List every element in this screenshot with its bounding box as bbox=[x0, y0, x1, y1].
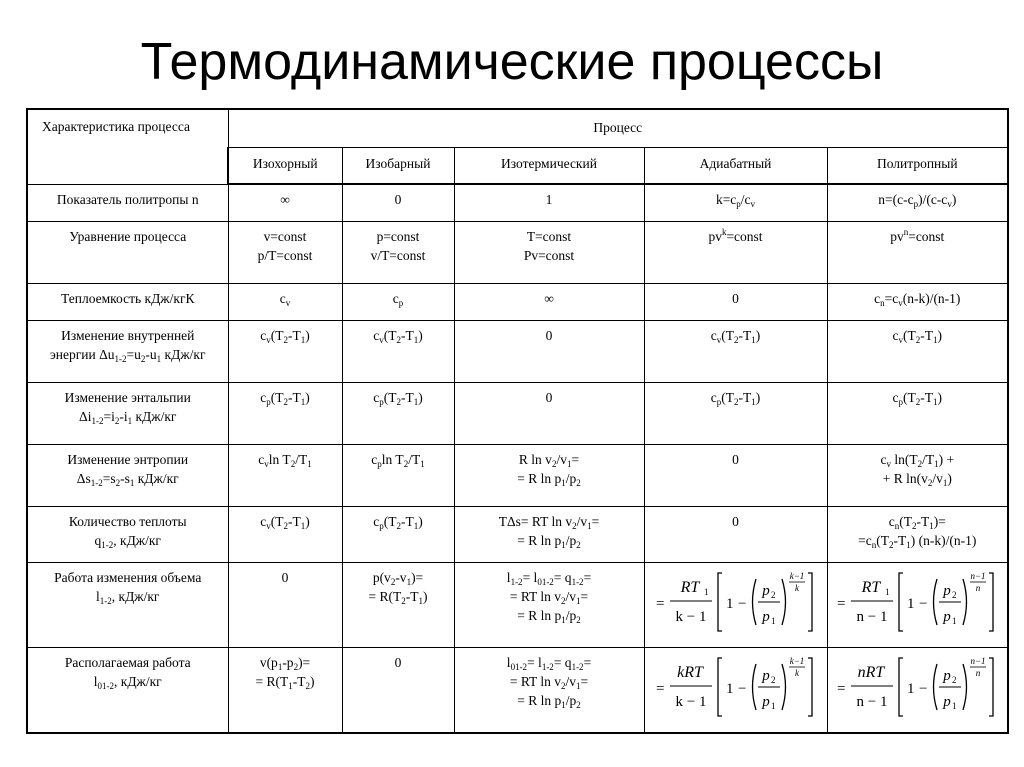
formula-subscript: 2 bbox=[952, 675, 957, 686]
formula-text: p bbox=[943, 609, 952, 625]
formula-text: RT bbox=[680, 579, 699, 596]
formula-cell bbox=[644, 562, 827, 647]
table-cell bbox=[342, 444, 454, 506]
formula-text: RT bbox=[861, 579, 881, 596]
table-cell bbox=[454, 506, 644, 562]
table-row bbox=[27, 320, 1008, 382]
column-header: Изобарный bbox=[342, 147, 454, 184]
table-cell bbox=[342, 382, 454, 444]
table-cell bbox=[827, 221, 1008, 283]
cell-line: v=const bbox=[263, 228, 307, 244]
formula-text: = bbox=[655, 596, 664, 612]
cell-line: Теплоемкость кДж/кгК bbox=[61, 290, 195, 306]
table-cell bbox=[228, 184, 342, 221]
table-row bbox=[27, 283, 1008, 320]
cell-line: Располагаемая работа bbox=[64, 654, 191, 670]
table-cell bbox=[454, 221, 644, 283]
formula-text: 1 bbox=[725, 681, 733, 698]
formula-text: p bbox=[761, 609, 770, 625]
row-label bbox=[27, 283, 228, 320]
cell-line: энергии $\Delta u_{1-2}=u_2-u_1$ кДж/кг bbox=[49, 346, 206, 364]
row-label bbox=[27, 444, 228, 506]
table-cell bbox=[454, 647, 644, 733]
table-row bbox=[27, 184, 1008, 221]
cell-line: ∞ bbox=[280, 192, 290, 207]
formula-cell bbox=[827, 562, 1008, 647]
cell-line: $c_p(T_2-T_1)$ bbox=[373, 513, 423, 531]
cell-line: $l_{1-2}= l_{01-2}= q_{1-2}=$ bbox=[506, 569, 592, 587]
corner-header: Характеристика процесса bbox=[27, 109, 228, 184]
table-cell bbox=[827, 320, 1008, 382]
cell-line: = R $\ln p_1/p_2$ bbox=[517, 532, 581, 550]
cell-line: $c_n(T_2-T_1)=$ bbox=[888, 513, 946, 531]
left-bracket bbox=[718, 573, 722, 631]
left-paren bbox=[752, 579, 756, 625]
formula-text: − bbox=[737, 681, 746, 698]
formula-text: = bbox=[837, 596, 846, 612]
cell-line: $n=(c-c_p)/(c-c_v)$ bbox=[878, 192, 957, 209]
formula-text: p bbox=[761, 694, 770, 711]
right-paren bbox=[782, 579, 786, 625]
right-bracket bbox=[808, 658, 812, 716]
formula bbox=[650, 650, 822, 724]
formula-text: k−1 bbox=[789, 571, 804, 581]
formula-text: − bbox=[737, 596, 746, 612]
cell-line: = RT $\ln v_2/v_1=$ bbox=[509, 673, 589, 691]
formula-subscript: 1 bbox=[885, 587, 890, 597]
formula-text: n−1 bbox=[970, 571, 986, 581]
table-cell bbox=[342, 283, 454, 320]
cell-line: $\Delta i_{1-2}=i_2-i_1$ кДж/кг bbox=[79, 408, 177, 426]
cell-line: Изменение энтальпии bbox=[64, 389, 191, 405]
right-bracket bbox=[808, 573, 812, 631]
process-header: Процесс bbox=[228, 109, 1008, 147]
formula-subscript: 2 bbox=[770, 590, 775, 600]
formula-subscript: 2 bbox=[770, 675, 775, 686]
cell-line: $c_p$ bbox=[392, 290, 404, 308]
formula-text: n bbox=[976, 668, 981, 679]
cell-line: $c_v(T_2-T_1)$ bbox=[373, 327, 423, 345]
cell-line: = R $\ln p_1/p_2$ bbox=[517, 607, 581, 625]
cell-line: $pv^n=const$ bbox=[890, 226, 945, 244]
cell-line: $c_v(T_2-T_1)$ bbox=[892, 327, 943, 345]
table-row bbox=[27, 562, 1008, 647]
table-cell bbox=[228, 382, 342, 444]
table-cell bbox=[644, 283, 827, 320]
table-cell bbox=[454, 184, 644, 221]
formula-text: p bbox=[943, 668, 952, 685]
formula-text: k − 1 bbox=[675, 694, 706, 711]
cell-line: $\Delta s_{1-2}=s_2-s_1$ кДж/кг bbox=[76, 470, 179, 488]
cell-line: $l_{01-2}= l_{1-2}= q_{1-2}=$ bbox=[506, 654, 592, 672]
left-paren bbox=[752, 664, 756, 710]
formula-text: − bbox=[919, 681, 928, 698]
cell-line: $l_{01-2}$, кДж/кг bbox=[93, 673, 162, 691]
table-cell bbox=[342, 647, 454, 733]
left-paren bbox=[934, 664, 938, 710]
table-row bbox=[27, 221, 1008, 283]
left-bracket bbox=[718, 658, 722, 716]
row-label bbox=[27, 506, 228, 562]
formula-text: p bbox=[761, 668, 770, 685]
formula-text: 1 bbox=[725, 596, 733, 612]
cell-line: = R $\ln p_1/p_2$ bbox=[517, 470, 581, 488]
row-label bbox=[27, 184, 228, 221]
cell-line: T=const bbox=[526, 228, 572, 244]
cell-line: $p(v_2-v_1)=$ bbox=[372, 569, 424, 587]
cell-line: Pv=const bbox=[523, 247, 575, 263]
cell-line: 0 bbox=[394, 192, 402, 207]
cell-line: $q_{1-2}$, кДж/кг bbox=[94, 532, 161, 550]
formula-subscript: 1 bbox=[952, 616, 957, 626]
table-cell bbox=[454, 562, 644, 647]
table-row bbox=[27, 506, 1008, 562]
table-cell bbox=[228, 320, 342, 382]
cell-line: Показатель политропы n bbox=[56, 191, 199, 207]
table-cell bbox=[228, 562, 342, 647]
table-cell bbox=[827, 382, 1008, 444]
table-cell bbox=[342, 320, 454, 382]
formula-text: k−1 bbox=[789, 656, 804, 667]
page-title: Термодинамические процессы bbox=[140, 33, 884, 91]
formula-text: p bbox=[943, 694, 952, 711]
formula-subscript: 1 bbox=[703, 587, 708, 597]
cell-line: $c_v\ln$ $T_2/T_1$ bbox=[258, 451, 312, 469]
cell-line: R $\ln v_2/v_1=$ bbox=[518, 451, 580, 469]
formula bbox=[831, 565, 1003, 639]
row-label bbox=[27, 382, 228, 444]
cell-line: $v(p_1-p_2)=$ bbox=[259, 654, 311, 672]
right-paren bbox=[963, 579, 967, 625]
row-label bbox=[27, 221, 228, 283]
table-cell bbox=[644, 382, 827, 444]
cell-line: TΔs= RT $\ln v_2/v_1=$ bbox=[498, 513, 600, 531]
cell-line: v/T=const bbox=[370, 247, 426, 263]
cell-line: $l_{1-2}$, кДж/кг bbox=[96, 588, 160, 606]
left-bracket bbox=[899, 573, 903, 631]
cell-line: = RT $\ln v_2/v_1=$ bbox=[509, 588, 589, 606]
right-paren bbox=[963, 664, 967, 710]
table-cell bbox=[454, 382, 644, 444]
formula-text: 1 bbox=[907, 681, 915, 698]
right-paren bbox=[782, 664, 786, 710]
table-cell bbox=[342, 184, 454, 221]
cell-line: Количество теплоты bbox=[68, 513, 187, 529]
formula-text: k bbox=[794, 583, 799, 593]
table-cell bbox=[228, 647, 342, 733]
table-cell bbox=[342, 506, 454, 562]
cell-line: $c_p(T_2-T_1)$ bbox=[892, 389, 943, 407]
formula-text: 1 bbox=[907, 596, 915, 612]
left-bracket bbox=[899, 658, 903, 716]
table-cell bbox=[454, 444, 644, 506]
cell-line: $c_v(T_2-T_1)$ bbox=[260, 327, 310, 345]
table-cell bbox=[454, 320, 644, 382]
table-cell bbox=[228, 221, 342, 283]
table-cell bbox=[342, 562, 454, 647]
cell-line: 1 bbox=[545, 192, 553, 207]
cell-line: p/T=const bbox=[257, 247, 313, 263]
formula-text: kRT bbox=[676, 664, 703, 682]
formula-text: n − 1 bbox=[856, 694, 888, 711]
cell-line: $=c_n(T_2-T_1)$ (n-k)/(n-1) bbox=[858, 532, 977, 550]
cell-line: $c_v$ bbox=[279, 290, 291, 308]
cell-line: 0 bbox=[545, 327, 553, 343]
formula-text: = bbox=[837, 681, 846, 698]
cell-line: $c_v(T_2-T_1)$ bbox=[710, 327, 761, 345]
formula-cell bbox=[644, 647, 827, 733]
cell-line: 0 bbox=[732, 451, 739, 467]
table-cell bbox=[644, 444, 827, 506]
cell-line: $c_p(T_2-T_1)$ bbox=[260, 389, 310, 407]
table-row bbox=[27, 382, 1008, 444]
formula-text: − bbox=[919, 596, 928, 612]
right-bracket bbox=[989, 658, 993, 716]
formula-subscript: 1 bbox=[952, 701, 957, 712]
cell-line: = $R(T_1-T_2)$ bbox=[255, 673, 315, 691]
cell-line: = $R(T_2-T_1)$ bbox=[368, 588, 428, 606]
table-cell bbox=[454, 283, 644, 320]
formula-text: p bbox=[943, 583, 952, 599]
cell-line: p=const bbox=[376, 228, 420, 244]
cell-line: $pv^k=const$ bbox=[708, 226, 763, 244]
row-label bbox=[27, 562, 228, 647]
table-cell bbox=[644, 320, 827, 382]
table-cell bbox=[827, 184, 1008, 221]
formula-text: n − 1 bbox=[856, 609, 888, 625]
column-header: Адиабатный bbox=[644, 147, 827, 184]
row-label bbox=[27, 647, 228, 733]
cell-line: $c_p(T_2-T_1)$ bbox=[710, 389, 761, 407]
formula-subscript: 1 bbox=[770, 701, 775, 712]
cell-line: $c_n=c_v(n-k)/(n-1)$ bbox=[874, 290, 961, 308]
table-cell bbox=[644, 184, 827, 221]
cell-line: + R $\ln(v_2/v_1)$ bbox=[882, 470, 952, 488]
table-cell bbox=[827, 283, 1008, 320]
cell-line: 0 bbox=[545, 389, 553, 405]
thermodynamic-processes-table bbox=[26, 108, 1009, 734]
table-cell bbox=[644, 221, 827, 283]
formula-text: k bbox=[794, 668, 799, 679]
formula-text: p bbox=[761, 583, 770, 599]
cell-line: Работа изменения объема bbox=[54, 569, 202, 585]
cell-line: $c_p(T_2-T_1)$ bbox=[373, 389, 423, 407]
table-row bbox=[27, 647, 1008, 733]
cell-line: Уравнение процесса bbox=[69, 228, 187, 244]
row-label bbox=[27, 320, 228, 382]
cell-line: 0 bbox=[281, 569, 289, 585]
cell-line: 0 bbox=[394, 654, 402, 670]
column-header: Политропный bbox=[827, 147, 1008, 184]
formula bbox=[650, 565, 822, 639]
right-bracket bbox=[989, 573, 993, 631]
cell-line: ∞ bbox=[544, 290, 554, 306]
formula bbox=[831, 650, 1003, 724]
cell-line: 0 bbox=[732, 290, 739, 306]
formula-text: k − 1 bbox=[675, 609, 706, 625]
formula-cell bbox=[827, 647, 1008, 733]
table-cell bbox=[644, 506, 827, 562]
table-cell bbox=[228, 506, 342, 562]
formula-text: n−1 bbox=[970, 656, 986, 667]
table-row bbox=[27, 444, 1008, 506]
formula-subscript: 1 bbox=[770, 616, 775, 626]
cell-line: $c_v(T_2-T_1)$ bbox=[260, 513, 310, 531]
cell-line: = R $\ln p_1/p_2$ bbox=[517, 692, 581, 710]
table-cell bbox=[827, 506, 1008, 562]
table-cell bbox=[827, 444, 1008, 506]
formula-text: nRT bbox=[857, 664, 885, 682]
cell-line: Изменение энтропии bbox=[67, 451, 189, 467]
formula-text: n bbox=[976, 583, 981, 593]
table-cell bbox=[228, 444, 342, 506]
cell-line: $c_p\ln$ $T_2/T_1$ bbox=[371, 451, 425, 469]
formula-subscript: 2 bbox=[952, 590, 957, 600]
left-paren bbox=[934, 579, 938, 625]
column-header: Изохорный bbox=[228, 147, 342, 184]
cell-line: $k=c_p/c_v$ bbox=[715, 192, 756, 209]
cell-line: Изменение внутренней bbox=[61, 327, 195, 343]
column-header: Изотермический bbox=[454, 147, 644, 184]
table-cell bbox=[342, 221, 454, 283]
cell-line: $c_v$ $\ln(T_2/T_1)$ + bbox=[880, 451, 955, 469]
formula-text: = bbox=[655, 681, 664, 698]
cell-line: 0 bbox=[732, 513, 739, 529]
table-cell bbox=[228, 283, 342, 320]
